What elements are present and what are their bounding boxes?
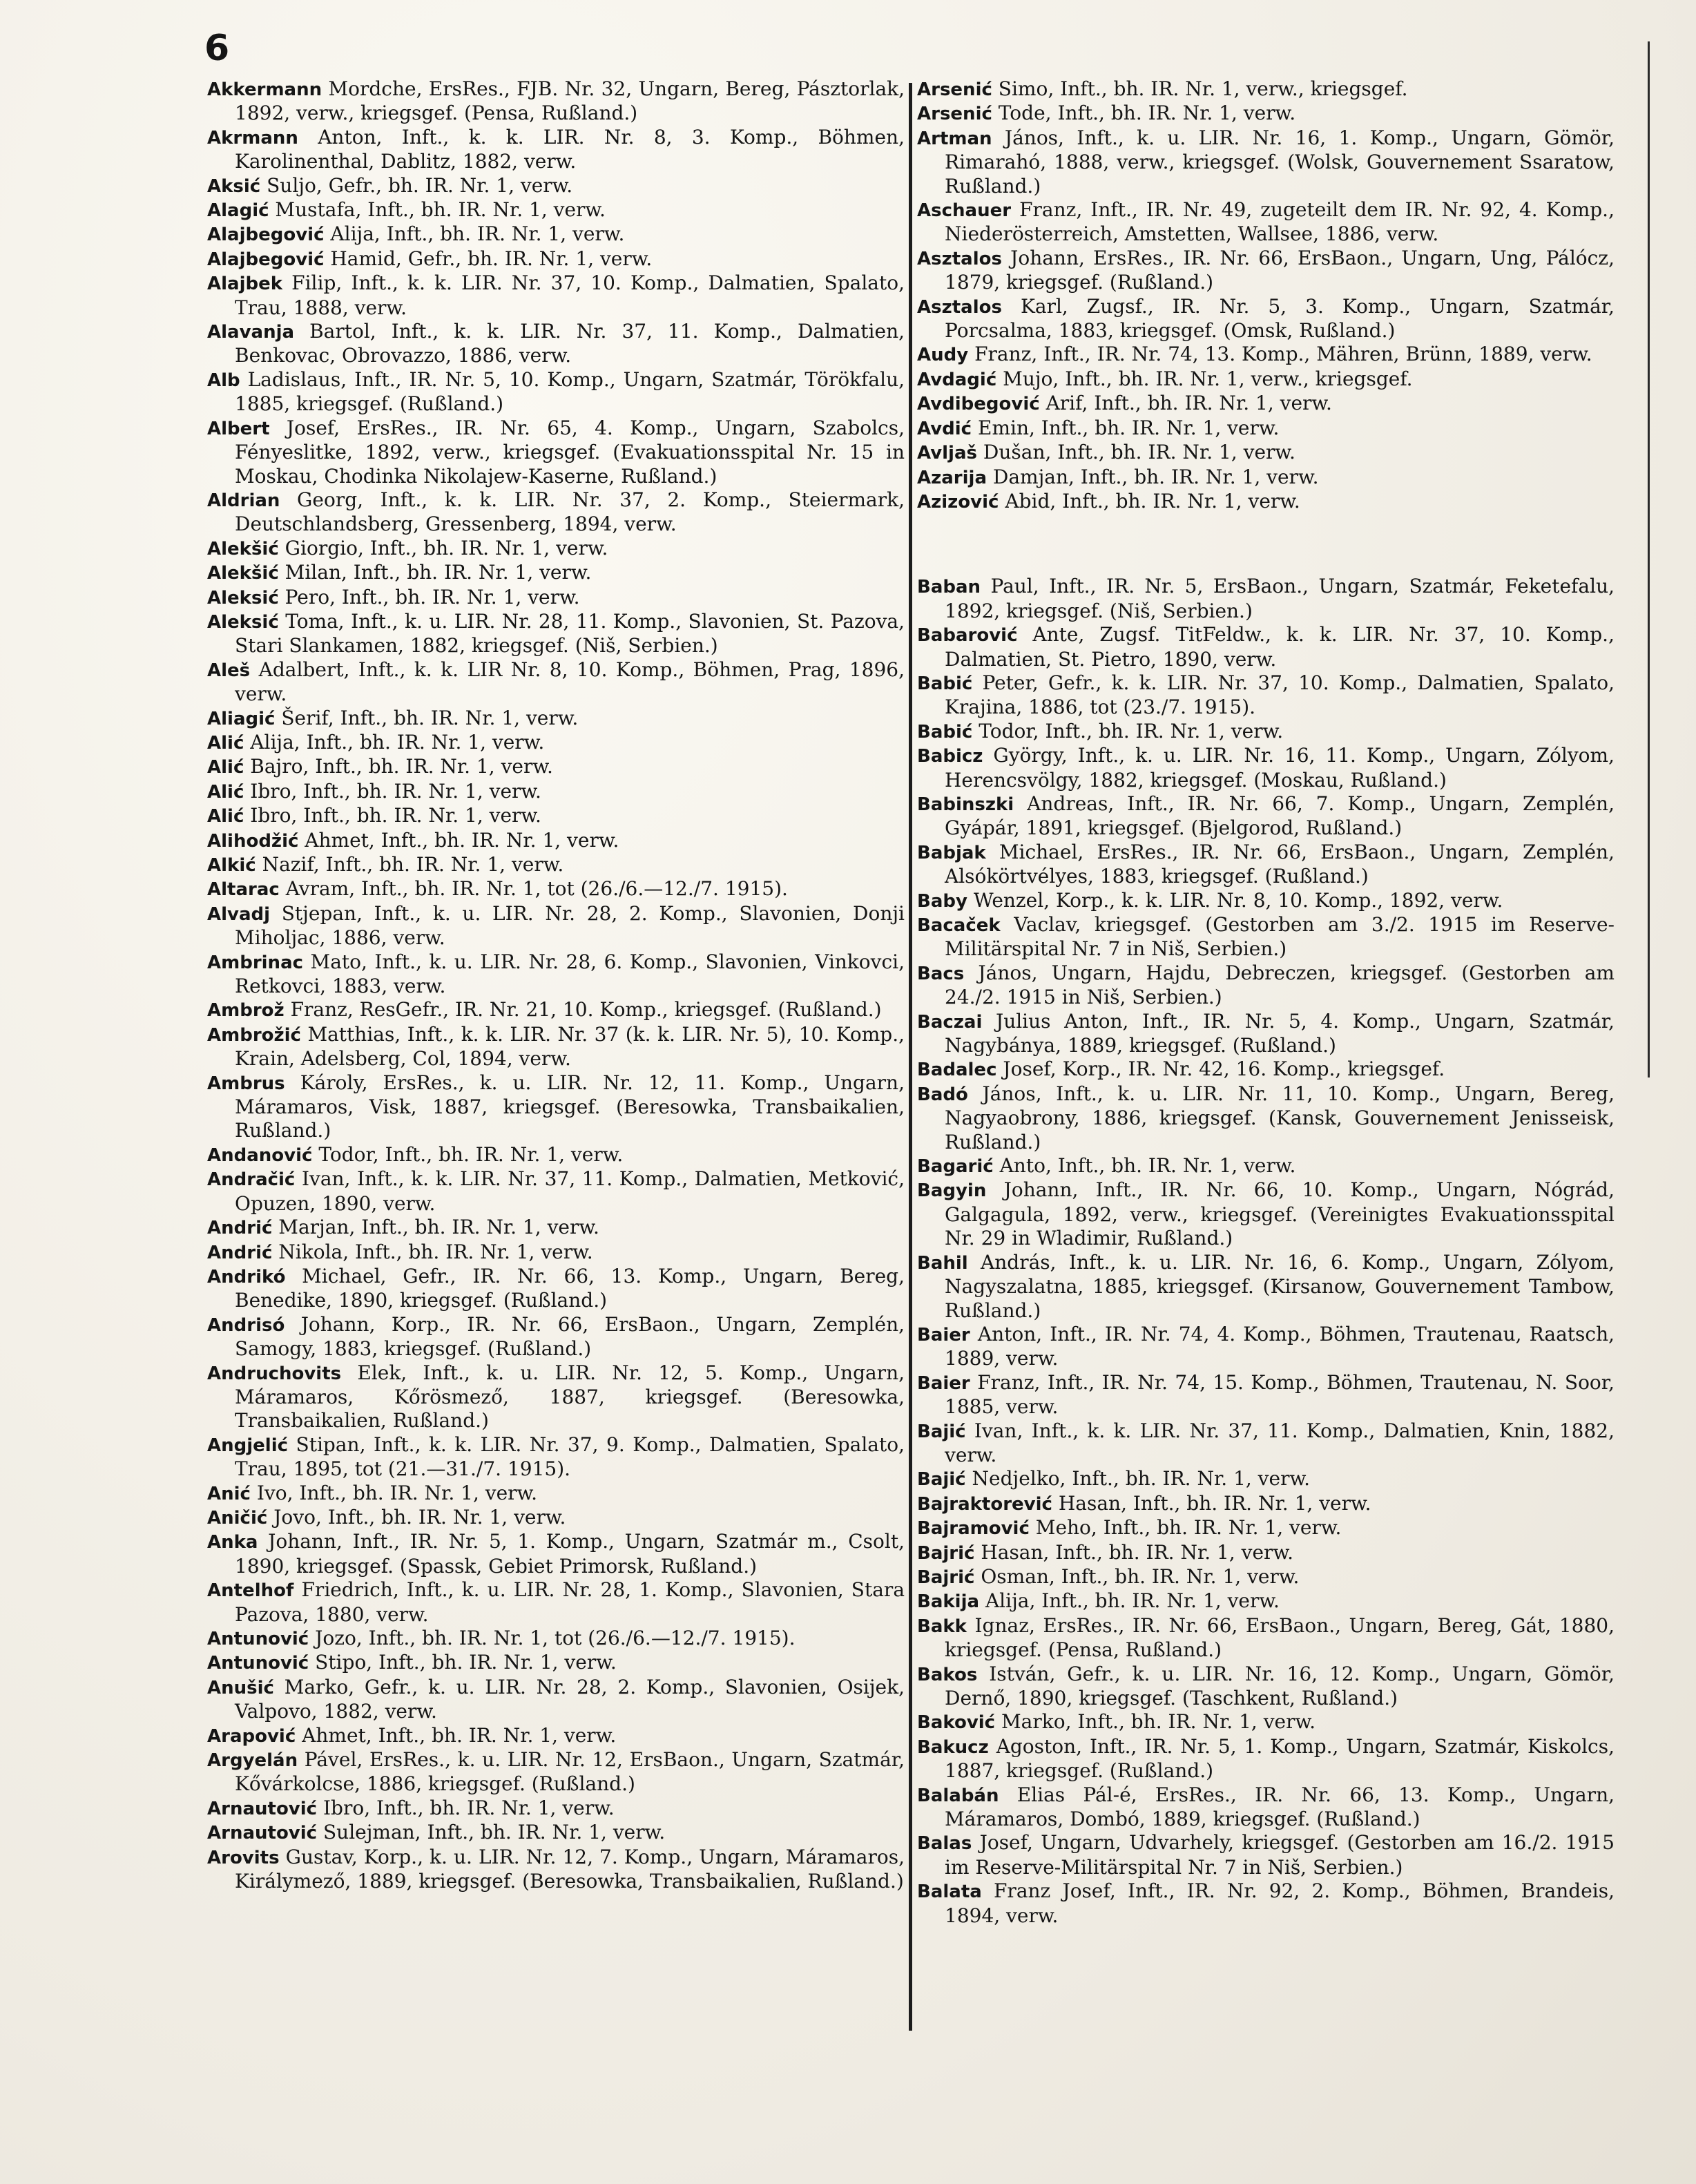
entry-surname: Baby: [917, 890, 967, 912]
entry-details: Todor, Inft., bh. IR. Nr. 1, verw.: [318, 1142, 624, 1166]
register-entry: [207, 537, 905, 561]
entry-surname: Akkermann: [207, 79, 322, 100]
entry-surname: Avljaš: [917, 443, 977, 464]
register-entry: [207, 586, 905, 610]
register-entry: [917, 1492, 1615, 1516]
entry-surname: Aliagić: [207, 708, 276, 729]
register-entry: [917, 1565, 1615, 1589]
entry-details: Johann, Korp., IR. Nr. 66, ErsBaon., Ungarn, Zemplén, Samogy, 1883, kriegsgef. (Rußland.): [235, 1312, 905, 1361]
entry-details: András, Inft., k. u. LIR. Nr. 16, 6. Komp., Ungarn, Zólyom, Nagyszalatna, 1885, kriegsgef. (Kirsanow, Gouvernement Tambow, Rußland.): [945, 1250, 1615, 1322]
register-entry: [917, 889, 1615, 913]
register-entry: [917, 1783, 1615, 1832]
entry-details: Filip, Inft., k. k. LIR. Nr. 37, 10. Komp., Dalmatien, Spalato, Trau, 1888, verw.: [235, 271, 905, 319]
entry-details: Johann, Inft., IR. Nr. 5, 1. Komp., Ungarn, Szatmár m., Csolt, 1890, kriegsgef. (Spassk, Gebiet Primorsk, Rußland.): [235, 1530, 905, 1578]
entry-surname: Bajić: [917, 1421, 966, 1442]
entry-surname: Bajraktorević: [917, 1493, 1052, 1515]
entry-details: Franz, Inft., IR. Nr. 49, zugeteilt dem IR. Nr. 92, 4. Komp., Niederösterreich, Amstetten, Wallsee, 1886, verw.: [945, 198, 1615, 246]
entry-surname: Alić: [207, 781, 244, 803]
register-entry: [207, 126, 905, 174]
register-entry: [207, 561, 905, 585]
register-entry: [207, 368, 905, 416]
entry-surname: Alagić: [207, 200, 269, 222]
entry-details: Ivan, Inft., k. k. LIR. Nr. 37, 11. Komp., Dalmatien, Metković, Opuzen, 1890, verw.: [235, 1167, 905, 1215]
entry-surname: Arsenić: [917, 79, 992, 100]
entry-details: Hasan, Inft., bh. IR. Nr. 1, verw.: [981, 1540, 1293, 1564]
entry-surname: Alić: [207, 732, 244, 754]
entry-surname: Altarac: [207, 879, 280, 901]
entry-surname: Arapović: [207, 1725, 296, 1747]
entry-details: Marko, Gefr., k. u. LIR. Nr. 28, 2. Komp., Slavonien, Osijek, Valpovo, 1882, verw.: [235, 1675, 905, 1723]
page-number: 6: [204, 28, 230, 69]
entry-details: Josef, Ungarn, Udvarhely, kriegsgef. (Gestorben am 16./2. 1915 im Reserve-Militärspital Nr. 7 in Niš, Serbien.): [945, 1831, 1615, 1879]
entry-surname: Babjak: [917, 842, 986, 863]
entry-surname: Alihodžić: [207, 830, 299, 852]
entry-surname: Aleš: [207, 660, 251, 681]
register-entry: [207, 902, 905, 950]
register-entry: [207, 1724, 905, 1748]
entry-details: Anton, Inft., IR. Nr. 74, 4. Komp., Böhmen, Trautenau, Raatsch, 1889, verw.: [945, 1322, 1615, 1370]
entry-surname: Artman: [917, 128, 992, 149]
register-entry: [917, 1082, 1615, 1154]
entry-surname: Azizović: [917, 491, 999, 513]
entry-surname: Bajić: [917, 1469, 966, 1491]
entry-surname: Anušić: [207, 1677, 274, 1698]
entry-details: Bajro, Inft., bh. IR. Nr. 1, verw.: [250, 755, 553, 778]
entry-surname: Ambrožić: [207, 1024, 301, 1046]
entry-details: Friedrich, Inft., k. u. LIR. Nr. 28, 1. Komp., Slavonien, Stara Pazova, 1880, verw.: [235, 1578, 905, 1626]
register-entry: [207, 1265, 905, 1313]
register-entry: [207, 222, 905, 247]
entry-details: János, Ungarn, Hajdu, Debreczen, kriegsgef. (Gestorben am 24./2. 1915 in Niš, Serbien.): [945, 961, 1615, 1009]
entry-details: Georg, Inft., k. k. LIR. Nr. 37, 2. Komp., Steiermark, Deutschlandsberg, Gressenberg, 1894, verw.: [235, 488, 905, 536]
entry-details: Vaclav, kriegsgef. (Gestorben am 3./2. 1915 im Reserve-Militärspital Nr. 7 in Niš, Serbien.): [945, 913, 1615, 961]
entry-details: Franz, Inft., IR. Nr. 74, 15. Komp., Böhmen, Trautenau, N. Soor, 1885, verw.: [945, 1370, 1615, 1419]
register-entry: [207, 1216, 905, 1240]
entry-details: Karl, Zugsf., IR. Nr. 5, 3. Komp., Ungarn, Szatmár, Porcsalma, 1883, kriegsgef. (Omsk, Rußland.): [945, 294, 1615, 343]
register-entry: [917, 126, 1615, 198]
entry-details: Johann, ErsRes., IR. Nr. 66, ErsBaon., Ungarn, Ung, Pálócz, 1879, kriegsgef. (Rußland.): [945, 246, 1615, 294]
register-entry: [207, 1143, 905, 1167]
entry-surname: Bakk: [917, 1616, 967, 1637]
entry-surname: Akrmann: [207, 127, 298, 149]
entry-surname: Babić: [917, 673, 973, 694]
entry-details: Pável, ErsRes., k. u. LIR. Nr. 12, ErsBaon., Ungarn, Szatmár, Kővárkolcse, 1886, kriegsgef. (Rußland.): [235, 1748, 905, 1796]
entry-details: Nikola, Inft., bh. IR. Nr. 1, verw.: [278, 1240, 593, 1263]
entry-details: Anton, Inft., k. k. LIR. Nr. 8, 3. Komp., Böhmen, Karolinenthal, Dablitz, 1882, verw.: [235, 125, 905, 173]
entry-surname: Alić: [207, 757, 244, 778]
register-entry: [917, 1154, 1615, 1178]
entry-details: Stipo, Inft., bh. IR. Nr. 1, verw.: [315, 1651, 617, 1674]
entry-details: Andreas, Inft., IR. Nr. 66, 7. Komp., Ungarn, Zemplén, Gyápár, 1891, kriegsgef. (Bjelgorod, Rußland.): [945, 792, 1615, 840]
entry-details: Anto, Inft., bh. IR. Nr. 1, verw.: [999, 1154, 1296, 1178]
entry-details: Ibro, Inft., bh. IR. Nr. 1, verw.: [322, 1796, 615, 1819]
entry-details: Abid, Inft., bh. IR. Nr. 1, verw.: [1005, 489, 1300, 513]
register-entry: [207, 1071, 905, 1143]
entry-details: Nedjelko, Inft., bh. IR. Nr. 1, verw.: [972, 1467, 1310, 1491]
register-entry: [917, 1323, 1615, 1371]
entry-surname: Antunović: [207, 1653, 309, 1674]
entry-details: Adalbert, Inft., k. k. LIR Nr. 8, 10. Komp., Böhmen, Prag, 1896, verw.: [235, 658, 905, 706]
entry-details: Josef, ErsRes., IR. Nr. 65, 4. Komp., Ungarn, Szabolcs, Fényeslitke, 1892, verw., kriegsgef. (Evakuationsspital Nr. 15 in Moskau, Chodinka Nikolajew-Kaserne, Rußland.): [235, 416, 905, 488]
entry-details: Michael, ErsRes., IR. Nr. 66, ErsBaon., Ungarn, Zemplén, Alsókörtvélyes, 1883, kriegsgef. (Rußland.): [945, 840, 1615, 888]
register-entry: [917, 416, 1615, 441]
entry-surname: Andrisó: [207, 1314, 285, 1336]
left-column: [207, 77, 905, 1893]
entry-surname: Bakucz: [917, 1736, 989, 1758]
register-entry: [917, 744, 1615, 792]
entry-details: Peter, Gefr., k. k. LIR. Nr. 37, 10. Komp., Dalmatien, Spalato, Krajina, 1886, tot (23./7. 1915).: [945, 671, 1615, 719]
register-entry: [207, 1748, 905, 1797]
entry-surname: Babarović: [917, 625, 1018, 646]
entry-details: István, Gefr., k. u. LIR. Nr. 16, 12. Komp., Ungarn, Gömör, Dernő, 1890, kriegsgef. (Taschkent, Rußland.): [945, 1662, 1615, 1709]
register-entry: [207, 1821, 905, 1845]
register-entry: [917, 792, 1615, 841]
entry-surname: Bahil: [917, 1252, 968, 1274]
register-entry: [917, 1057, 1615, 1082]
entry-details: Nazif, Inft., bh. IR. Nr. 1, verw.: [262, 853, 564, 876]
entry-surname: Alekšić: [207, 563, 279, 584]
entry-surname: Anić: [207, 1483, 251, 1504]
section-gap: [917, 514, 1615, 575]
entry-surname: Alekšić: [207, 538, 279, 559]
entry-surname: Alavanja: [207, 322, 295, 343]
register-entry: [207, 950, 905, 999]
entry-surname: Bajrić: [917, 1542, 975, 1564]
entry-surname: Avdagić: [917, 369, 997, 390]
entry-details: Stjepan, Inft., k. u. LIR. Nr. 28, 2. Komp., Slavonien, Donji Miholjac, 1886, verw.: [235, 901, 905, 950]
register-entry: [207, 1578, 905, 1627]
entry-surname: Asztalos: [917, 248, 1002, 269]
entry-surname: Avdić: [917, 418, 972, 439]
entry-details: János, Inft., k. u. LIR. Nr. 11, 10. Komp., Ungarn, Bereg, Nagyaobrony, 1886, kriegsgef. (Kansk, Gouvernement Jenisseisk, Rußland.): [945, 1082, 1615, 1153]
page-edge-rule: [1648, 41, 1650, 1077]
register-entry: [917, 1614, 1615, 1663]
entry-details: Ivan, Inft., k. k. LIR. Nr. 37, 11. Komp., Dalmatien, Knin, 1882, verw.: [945, 1419, 1615, 1466]
entry-surname: Alb: [207, 370, 240, 391]
entry-details: Jozo, Inft., bh. IR. Nr. 1, tot (26./6.—12./7. 1915).: [315, 1627, 796, 1649]
entry-details: Károly, ErsRes., k. u. LIR. Nr. 12, 11. Komp., Ungarn, Máramaros, Visk, 1887, kriegsgef. (Beresowka, Transbaikalien, Rußland.): [235, 1071, 905, 1142]
entry-surname: Andrić: [207, 1218, 273, 1239]
register-entry: [917, 623, 1615, 671]
entry-surname: Arovits: [207, 1847, 280, 1868]
entry-surname: Baier: [917, 1324, 970, 1345]
register-entry: [917, 1831, 1615, 1879]
entry-surname: Antunović: [207, 1629, 309, 1649]
entry-details: Josef, Korp., IR. Nr. 42, 16. Komp., kriegsgef.: [1003, 1057, 1445, 1081]
register-entry: [207, 780, 905, 804]
register-entry: [917, 441, 1615, 465]
register-entry: [207, 1530, 905, 1578]
entry-surname: Baković: [917, 1712, 996, 1734]
entry-surname: Alić: [207, 806, 244, 827]
entry-surname: Ambrinac: [207, 952, 304, 973]
entry-surname: Babinszki: [917, 794, 1014, 815]
entry-surname: Alkić: [207, 855, 256, 876]
entry-surname: Andrić: [207, 1242, 273, 1263]
entry-details: Arif, Inft., bh. IR. Nr. 1, verw.: [1045, 392, 1332, 415]
entry-details: Ahmet, Inft., bh. IR. Nr. 1, verw.: [305, 828, 619, 852]
entry-details: Franz, Inft., IR. Nr. 74, 13. Komp., Mähren, Brünn, 1889, verw.: [974, 343, 1592, 366]
entry-details: Emin, Inft., bh. IR. Nr. 1, verw.: [978, 416, 1280, 439]
register-entry: [207, 1846, 905, 1894]
entry-details: Alija, Inft., bh. IR. Nr. 1, verw.: [985, 1589, 1280, 1613]
entry-surname: Antelhof: [207, 1580, 294, 1602]
register-entry: [917, 367, 1615, 392]
entry-surname: Albert: [207, 418, 270, 439]
entry-details: Mato, Inft., k. u. LIR. Nr. 28, 6. Komp., Slavonien, Vinkovci, Retkovci, 1883, verw.: [235, 950, 905, 998]
entry-surname: Babić: [917, 721, 973, 743]
entry-surname: Anka: [207, 1532, 258, 1553]
entry-details: Toma, Inft., k. u. LIR. Nr. 28, 11. Komp., Slavonien, St. Pazova, Stari Slankamen, 1882, kriegsgef. (Niš, Serbien.): [235, 609, 905, 658]
register-entry: [917, 720, 1615, 744]
column-divider: [909, 83, 912, 2031]
register-entry: [917, 1735, 1615, 1783]
entry-details: Ahmet, Inft., bh. IR. Nr. 1, verw.: [302, 1723, 617, 1747]
entry-details: Avram, Inft., bh. IR. Nr. 1, tot (26./6.—12./7. 1915).: [285, 877, 788, 901]
entry-details: Pero, Inft., bh. IR. Nr. 1, verw.: [285, 585, 580, 609]
entry-details: Šerif, Inft., bh. IR. Nr. 1, verw.: [281, 706, 579, 729]
register-entry: [207, 610, 905, 658]
entry-surname: Angjelić: [207, 1435, 289, 1456]
entry-surname: Bagarić: [917, 1156, 994, 1178]
entry-surname: Bacs: [917, 963, 965, 984]
entry-details: Wenzel, Korp., k. k. LIR. Nr. 8, 10. Komp., 1892, verw.: [973, 888, 1503, 912]
register-entry: [917, 466, 1615, 490]
register-entry: [207, 998, 905, 1022]
register-entry: [207, 271, 905, 320]
entry-surname: Argyelán: [207, 1750, 298, 1772]
entry-surname: Baczai: [917, 1011, 983, 1033]
entry-details: Gustav, Korp., k. u. LIR. Nr. 12, 7. Komp., Ungarn, Máramaros, Királymező, 1889, kriegsgef. (Beresowka, Transbaikalien, Rußland.): [235, 1845, 905, 1893]
entry-surname: Andruchovits: [207, 1363, 342, 1384]
register-entry: [207, 1651, 905, 1675]
entry-surname: Baier: [917, 1372, 970, 1394]
entry-surname: Aschauer: [917, 200, 1012, 222]
register-entry: [917, 961, 1615, 1010]
entry-surname: Bakos: [917, 1664, 978, 1685]
register-entry: [917, 198, 1615, 247]
entry-surname: Bakija: [917, 1591, 980, 1613]
register-entry: [917, 247, 1615, 295]
entry-details: Michael, Gefr., IR. Nr. 66, 13. Komp., Ungarn, Bereg, Benedike, 1890, kriegsgef. (Rußland.): [235, 1264, 905, 1312]
entry-surname: Arnautović: [207, 1798, 318, 1819]
entry-surname: Aleksić: [207, 587, 279, 609]
entry-surname: Andrikó: [207, 1266, 286, 1287]
register-entry: [917, 575, 1615, 623]
right-column-section-a: [917, 77, 1615, 514]
register-entry: [207, 731, 905, 755]
entry-details: Sulejman, Inft., bh. IR. Nr. 1, verw.: [322, 1821, 666, 1844]
right-column: [917, 77, 1615, 1928]
register-entry: [207, 488, 905, 537]
entry-surname: Bagyin: [917, 1180, 987, 1202]
register-entry: [207, 1313, 905, 1361]
entry-surname: Babicz: [917, 746, 983, 767]
register-entry: [207, 1797, 905, 1821]
register-entry: [917, 1419, 1615, 1468]
entry-surname: Aničić: [207, 1507, 268, 1529]
entry-details: Mustafa, Inft., bh. IR. Nr. 1, verw.: [275, 198, 606, 222]
register-entry: [917, 1663, 1615, 1711]
register-entry: [207, 416, 905, 488]
entry-surname: Badó: [917, 1084, 968, 1105]
register-entry: [917, 1541, 1615, 1565]
entry-surname: Bajramović: [917, 1518, 1030, 1540]
register-entry: [917, 671, 1615, 720]
register-entry: [917, 1251, 1615, 1323]
entry-details: Mujo, Inft., bh. IR. Nr. 1, verw., kriegsgef.: [1003, 367, 1413, 390]
entry-surname: Aleksić: [207, 611, 279, 633]
register-entry: [917, 1467, 1615, 1491]
register-entry: [917, 913, 1615, 961]
register-entry: [207, 77, 905, 126]
entry-surname: Alajbegović: [207, 249, 325, 270]
right-column-section-b: [917, 575, 1615, 1928]
entry-details: Dušan, Inft., bh. IR. Nr. 1, verw.: [983, 441, 1295, 464]
register-entry: [207, 853, 905, 877]
entry-surname: Alvadj: [207, 903, 271, 925]
register-entry: [207, 1023, 905, 1071]
register-entry: [207, 1433, 905, 1482]
entry-surname: Andanović: [207, 1144, 313, 1166]
entry-surname: Ambrož: [207, 1000, 285, 1022]
register-entry: [207, 1482, 905, 1506]
entry-details: Hamid, Gefr., bh. IR. Nr. 1, verw.: [330, 247, 653, 270]
register-entry: [207, 198, 905, 222]
register-entry: [207, 1241, 905, 1265]
entry-details: Ignaz, ErsRes., IR. Nr. 66, ErsBaon., Ungarn, Bereg, Gát, 1880, kriegsgef. (Pensa, Rußland.): [945, 1613, 1615, 1662]
register-entry: [207, 174, 905, 198]
register-entry: [207, 804, 905, 828]
entry-details: Todor, Inft., bh. IR. Nr. 1, verw.: [979, 719, 1284, 743]
entry-details: Osman, Inft., bh. IR. Nr. 1, verw.: [981, 1564, 1300, 1588]
entry-details: Paul, Inft., IR. Nr. 5, ErsBaon., Ungarn, Szatmár, Feketefalu, 1892, kriegsgef. (Niš, Serbien.): [945, 575, 1615, 622]
entry-details: Franz, ResGefr., IR. Nr. 21, 10. Komp., kriegsgef. (Rußland.): [290, 998, 882, 1022]
register-entry: [207, 1167, 905, 1216]
entry-surname: Arnautović: [207, 1823, 318, 1844]
entry-surname: Andračić: [207, 1169, 296, 1191]
register-entry: [917, 77, 1615, 102]
entry-details: Marjan, Inft., bh. IR. Nr. 1, verw.: [278, 1216, 599, 1239]
entry-details: Damjan, Inft., bh. IR. Nr. 1, verw.: [992, 465, 1319, 488]
register-entry: [207, 1361, 905, 1433]
entry-details: Elias Pál-é, ErsRes., IR. Nr. 66, 13. Komp., Ungarn, Máramaros, Dombó, 1889, kriegsgef. (Rußland.): [945, 1783, 1615, 1831]
entry-surname: Aldrian: [207, 490, 280, 511]
entry-details: Jovo, Inft., bh. IR. Nr. 1, verw.: [273, 1505, 566, 1529]
register-entry: [917, 1516, 1615, 1540]
entry-surname: Alajbegović: [207, 224, 325, 246]
register-entry: [207, 1627, 905, 1651]
register-entry: [917, 1178, 1615, 1250]
entry-surname: Baban: [917, 577, 981, 598]
entry-details: Tode, Inft., bh. IR. Nr. 1, verw.: [998, 102, 1296, 125]
register-entry: [207, 877, 905, 901]
entry-surname: Badalec: [917, 1060, 997, 1081]
entry-details: Stipan, Inft., k. k. LIR. Nr. 37, 9. Komp., Dalmatien, Spalato, Trau, 1895, tot (21.—31./7. 1915).: [235, 1433, 905, 1481]
entry-details: Ibro, Inft., bh. IR. Nr. 1, verw.: [250, 804, 541, 827]
register-entry: [917, 1589, 1615, 1613]
register-entry: [917, 343, 1615, 367]
entry-details: Ivo, Inft., bh. IR. Nr. 1, verw.: [256, 1481, 538, 1504]
entry-details: Julius Anton, Inft., IR. Nr. 5, 4. Komp., Ungarn, Szatmár, Nagybánya, 1889, kriegsgef. (Rußland.): [945, 1009, 1615, 1057]
entry-details: Milan, Inft., bh. IR. Nr. 1, verw.: [285, 561, 592, 584]
register-entry: [917, 1710, 1615, 1734]
entry-surname: Aksić: [207, 175, 261, 197]
entry-details: Ante, Zugsf. TitFeldw., k. k. LIR. Nr. 37, 10. Komp., Dalmatien, St. Pietro, 1890, verw.: [945, 623, 1615, 671]
entry-surname: Balas: [917, 1833, 972, 1855]
entry-details: Simo, Inft., bh. IR. Nr. 1, verw., kriegsgef.: [998, 77, 1408, 100]
entry-details: Giorgio, Inft., bh. IR. Nr. 1, verw.: [285, 536, 608, 559]
entry-details: Johann, Inft., IR. Nr. 66, 10. Komp., Ungarn, Nógrád, Galgagula, 1892, verw., kriegsgef. (Vereinigtes Evakuationsspital Nr. 29 in Wladimir, Rußland.): [945, 1178, 1615, 1250]
entry-details: György, Inft., k. u. LIR. Nr. 16, 11. Komp., Ungarn, Zólyom, Herencsvölgy, 1882, kriegsgef. (Moskau, Rußland.): [945, 744, 1615, 792]
entry-details: Ibro, Inft., bh. IR. Nr. 1, verw.: [250, 779, 541, 803]
register-entry: [917, 392, 1615, 416]
entry-surname: Bajrić: [917, 1567, 975, 1588]
entry-surname: Balabán: [917, 1785, 999, 1806]
entry-details: Elek, Inft., k. u. LIR. Nr. 12, 5. Komp., Ungarn, Máramaros, Kőrösmező, 1887, kriegsgef. (Beresowka, Transbaikalien, Rußland.): [235, 1361, 905, 1433]
entry-surname: Avdibegović: [917, 394, 1040, 415]
entry-details: Bartol, Inft., k. k. LIR. Nr. 37, 11. Komp., Dalmatien, Benkovac, Obrovazzo, 1886, verw.: [235, 320, 905, 367]
entry-details: Alija, Inft., bh. IR. Nr. 1, verw.: [250, 730, 545, 754]
register-entry: [207, 658, 905, 707]
entry-details: Mordche, ErsRes., FJB. Nr. 32, Ungarn, Bereg, Pásztorlak, 1892, verw., kriegsgef. (Pensa, Rußland.): [235, 77, 905, 125]
entry-details: Hasan, Inft., bh. IR. Nr. 1, verw.: [1058, 1491, 1371, 1515]
register-entry: [207, 1506, 905, 1530]
register-entry: [917, 295, 1615, 343]
register-entry: [917, 102, 1615, 126]
entry-surname: Ambrus: [207, 1073, 285, 1094]
entry-details: Franz Josef, Inft., IR. Nr. 92, 2. Komp., Böhmen, Brandeis, 1894, verw.: [945, 1879, 1615, 1927]
entry-details: Suljo, Gefr., bh. IR. Nr. 1, verw.: [267, 173, 573, 197]
entry-surname: Asztalos: [917, 296, 1002, 318]
entry-surname: Audy: [917, 345, 969, 366]
register-entry: [207, 247, 905, 271]
entry-details: Matthias, Inft., k. k. LIR. Nr. 37 (k. k. LIR. Nr. 5), 10. Komp., Krain, Adelsberg, Col, 1894, verw.: [235, 1022, 905, 1071]
entry-details: Meho, Inft., bh. IR. Nr. 1, verw.: [1035, 1516, 1342, 1540]
entry-surname: Azarija: [917, 467, 987, 488]
register-entry: [917, 1371, 1615, 1419]
entry-details: Ladislaus, Inft., IR. Nr. 5, 10. Komp., Ungarn, Szatmár, Törökfalu, 1885, kriegsgef. (Rußland.): [235, 367, 905, 416]
entry-surname: Arsenić: [917, 104, 992, 125]
register-entry: [917, 490, 1615, 514]
entry-details: Alija, Inft., bh. IR. Nr. 1, verw.: [330, 222, 625, 246]
register-entry: [207, 755, 905, 779]
register-entry: [917, 1879, 1615, 1928]
entry-surname: Alajbek: [207, 274, 283, 295]
register-entry: [917, 1010, 1615, 1058]
register-entry: [207, 707, 905, 731]
register-entry: [207, 829, 905, 853]
entry-details: Marko, Inft., bh. IR. Nr. 1, verw.: [1001, 1710, 1316, 1734]
register-entry: [207, 1676, 905, 1724]
entry-surname: Bacaček: [917, 915, 1001, 936]
register-entry: [917, 841, 1615, 889]
entry-details: Agoston, Inft., IR. Nr. 5, 1. Komp., Ungarn, Szatmár, Kiskolcs, 1887, kriegsgef. (Rußland.): [945, 1734, 1615, 1783]
register-entry: [207, 320, 905, 368]
entry-details: János, Inft., k. u. LIR. Nr. 16, 1. Komp., Ungarn, Gömör, Rimarahó, 1888, verw., kriegsgef. (Wolsk, Gouvernement Ssaratow, Rußland.): [945, 126, 1615, 198]
entry-surname: Balata: [917, 1881, 982, 1903]
